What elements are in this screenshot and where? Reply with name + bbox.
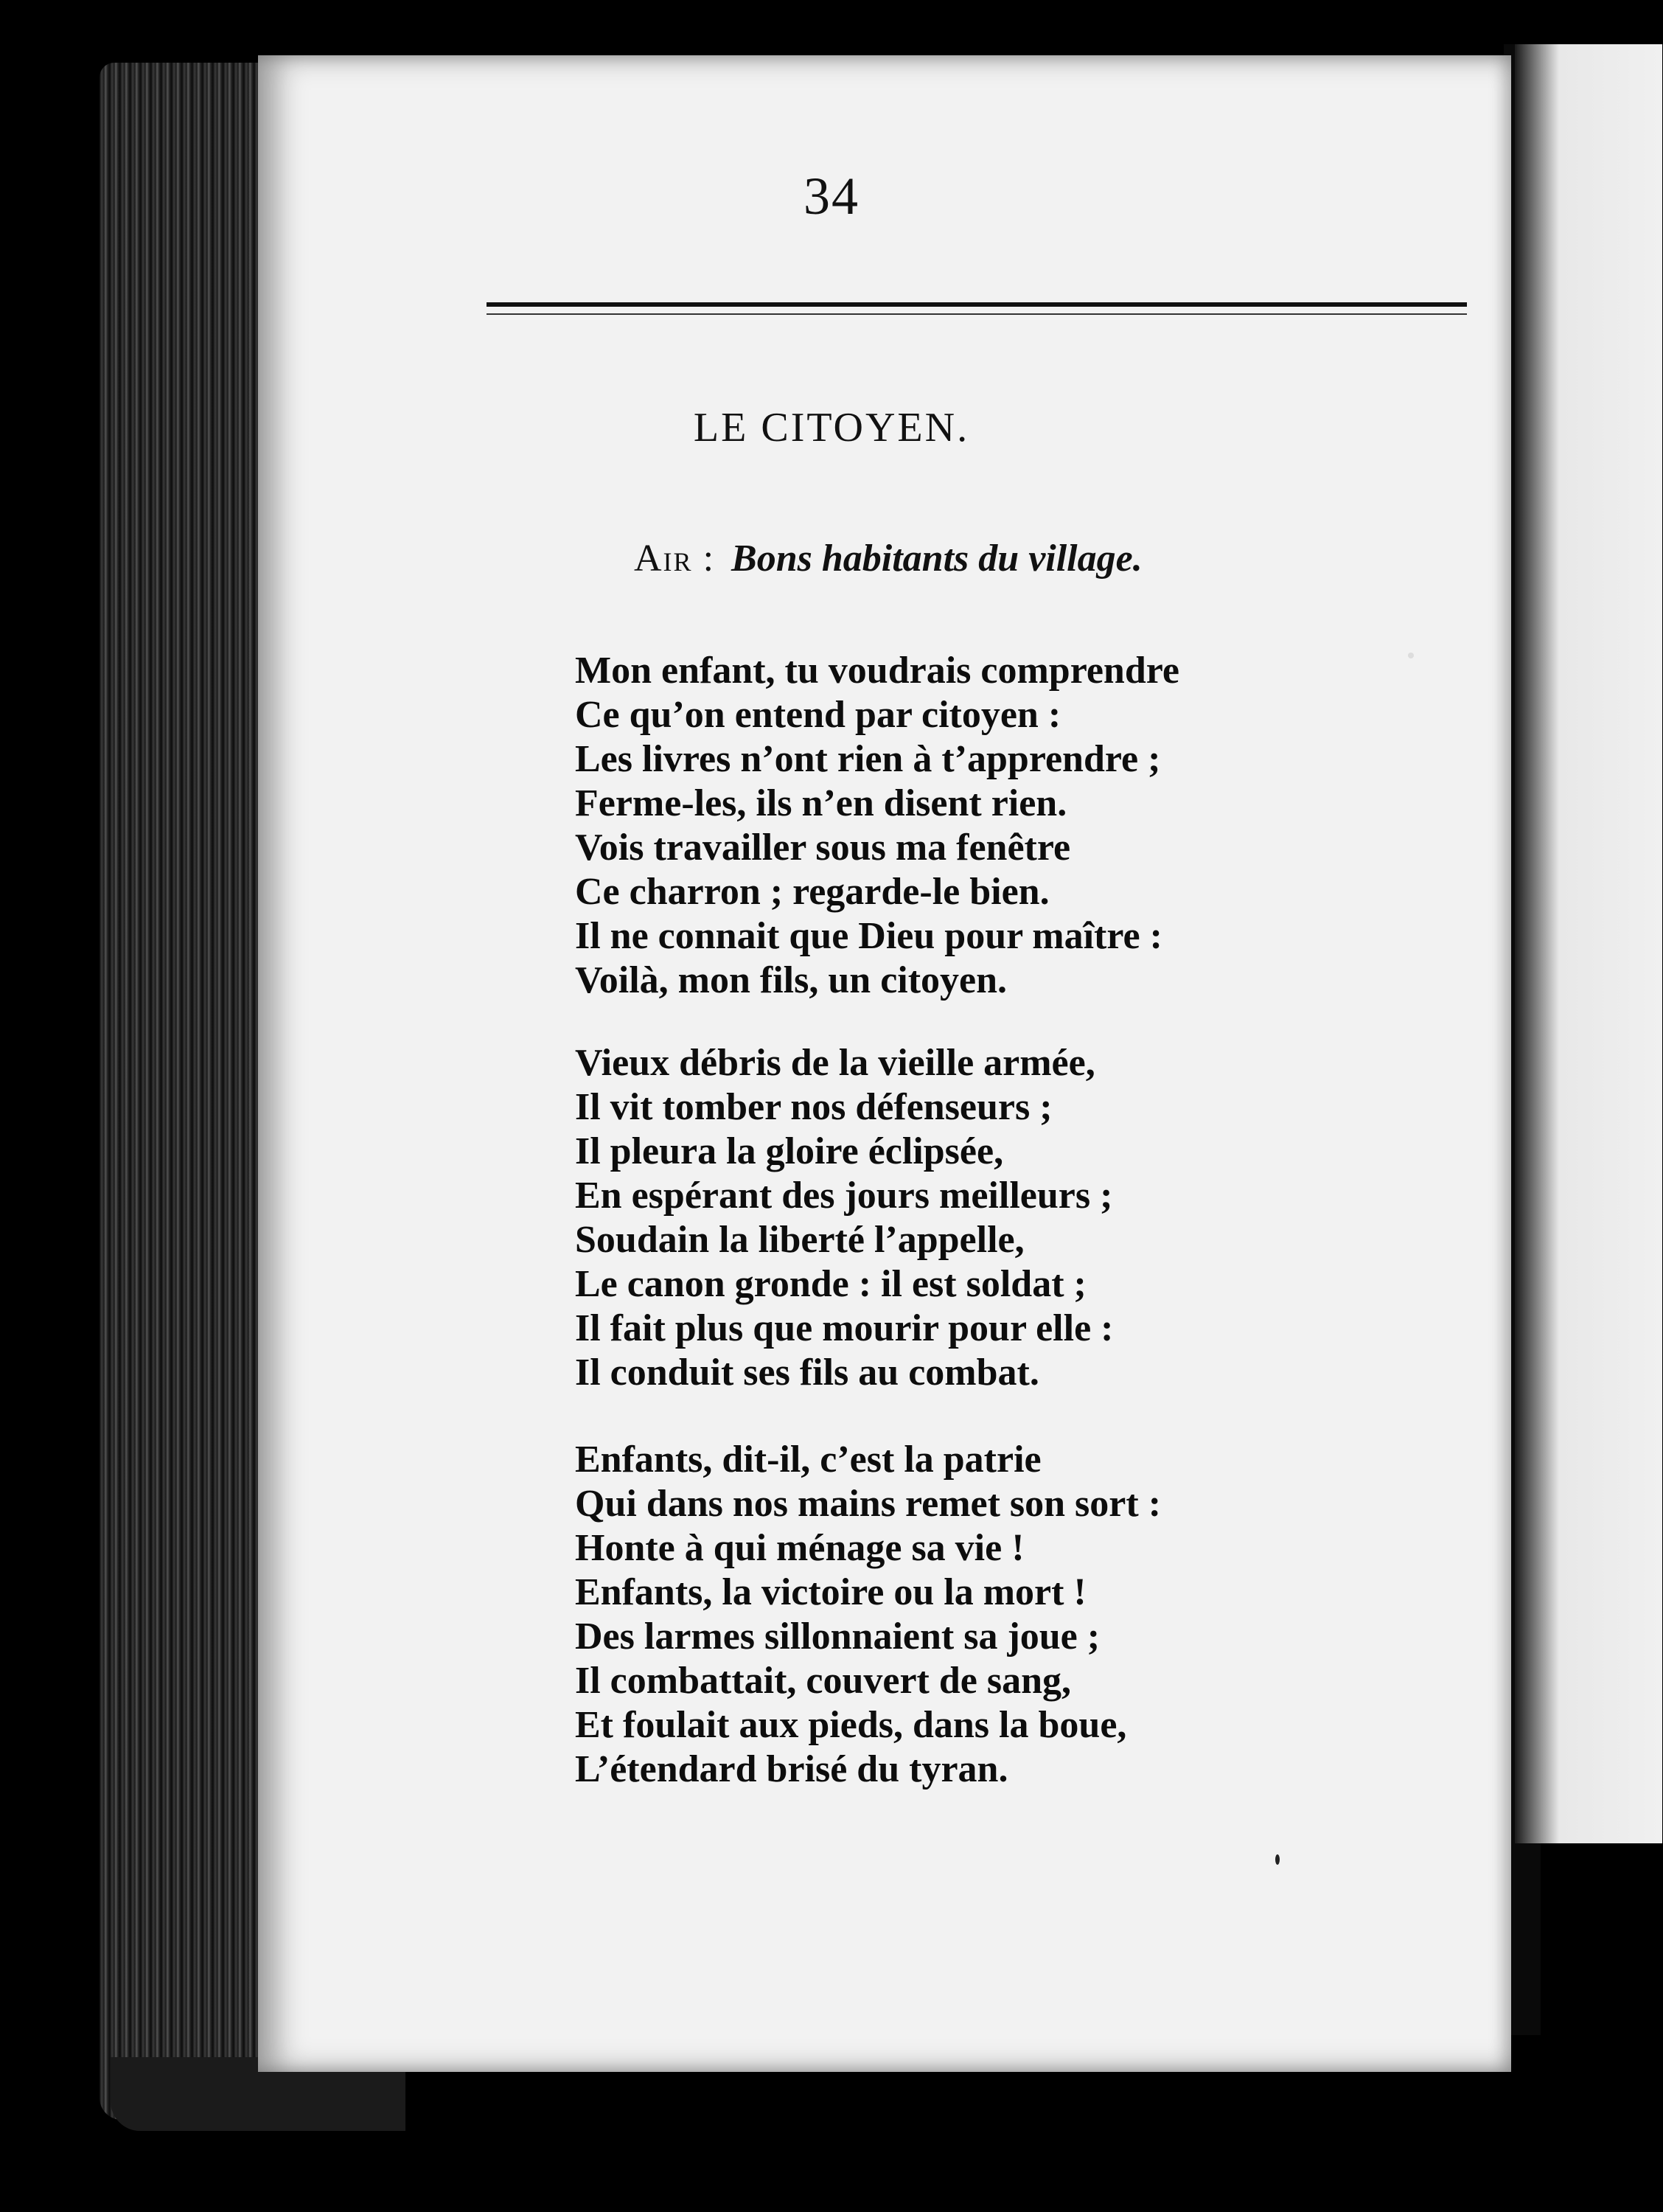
air-indication xyxy=(634,537,1143,580)
verse-line: En espérant des jours meilleurs ; xyxy=(575,1175,1113,1217)
verse-line: Des larmes sillonnaient sa joue ; xyxy=(575,1615,1101,1658)
air-label: Air xyxy=(634,538,693,580)
page-number: 34 xyxy=(803,167,860,226)
verse-line: Il vit tomber nos défenseurs ; xyxy=(575,1086,1053,1128)
stanza-2 xyxy=(575,1041,1113,1395)
verse-line: Et foulait aux pieds, dans la boue, xyxy=(575,1704,1127,1746)
verse-line: Enfants, la victoire ou la mort ! xyxy=(575,1571,1087,1613)
verse-line: Mon enfant, tu voudrais comprendre xyxy=(575,650,1179,692)
verse-line: Ce qu’on entend par citoyen : xyxy=(575,694,1061,736)
verse-line: Ferme-les, ils n’en disent rien. xyxy=(575,782,1067,824)
book-page-edge xyxy=(100,63,265,2120)
verse-line: Honte à qui ménage sa vie ! xyxy=(575,1527,1025,1569)
verse-line: Vois travailler sous ma fenêtre xyxy=(575,827,1071,869)
header-rule-thin xyxy=(487,313,1467,315)
adjacent-page xyxy=(1515,44,1662,1843)
header-rule xyxy=(487,302,1467,307)
verse-line: Il ne connait que Dieu pour maître : xyxy=(575,915,1162,957)
verse-line: Soudain la liberté l’appelle, xyxy=(575,1219,1025,1261)
verse-line: Il fait plus que mourir pour elle : xyxy=(575,1307,1114,1349)
verse-line: Ce charron ; regarde-le bien. xyxy=(575,871,1050,913)
air-separator: : xyxy=(702,538,714,580)
paper-speck xyxy=(1275,1854,1280,1865)
verse-line: Qui dans nos mains remet son sort : xyxy=(575,1483,1162,1525)
verse-line: Vieux débris de la vieille armée, xyxy=(575,1042,1095,1084)
air-tune-name: Bons habitants du village. xyxy=(731,538,1143,580)
verse-line: Le canon gronde : il est soldat ; xyxy=(575,1263,1087,1305)
verse-line: Enfants, dit-il, c’est la patrie xyxy=(575,1439,1042,1481)
verse-line: Voilà, mon fils, un citoyen. xyxy=(575,959,1008,1001)
verse-line: Il conduit ses fils au combat. xyxy=(575,1352,1039,1394)
verse-line: Il pleura la gloire éclipsée, xyxy=(575,1130,1004,1172)
verse-line: Les livres n’ont rien à t’apprendre ; xyxy=(575,738,1161,780)
song-title: LE CITOYEN. xyxy=(693,405,970,451)
paper-speck xyxy=(1408,653,1414,658)
stanza-1 xyxy=(575,649,1179,1003)
stanza-3 xyxy=(575,1438,1161,1792)
verse-line: L’étendard brisé du tyran. xyxy=(575,1748,1008,1790)
verse-line: Il combattait, couvert de sang, xyxy=(575,1660,1072,1702)
